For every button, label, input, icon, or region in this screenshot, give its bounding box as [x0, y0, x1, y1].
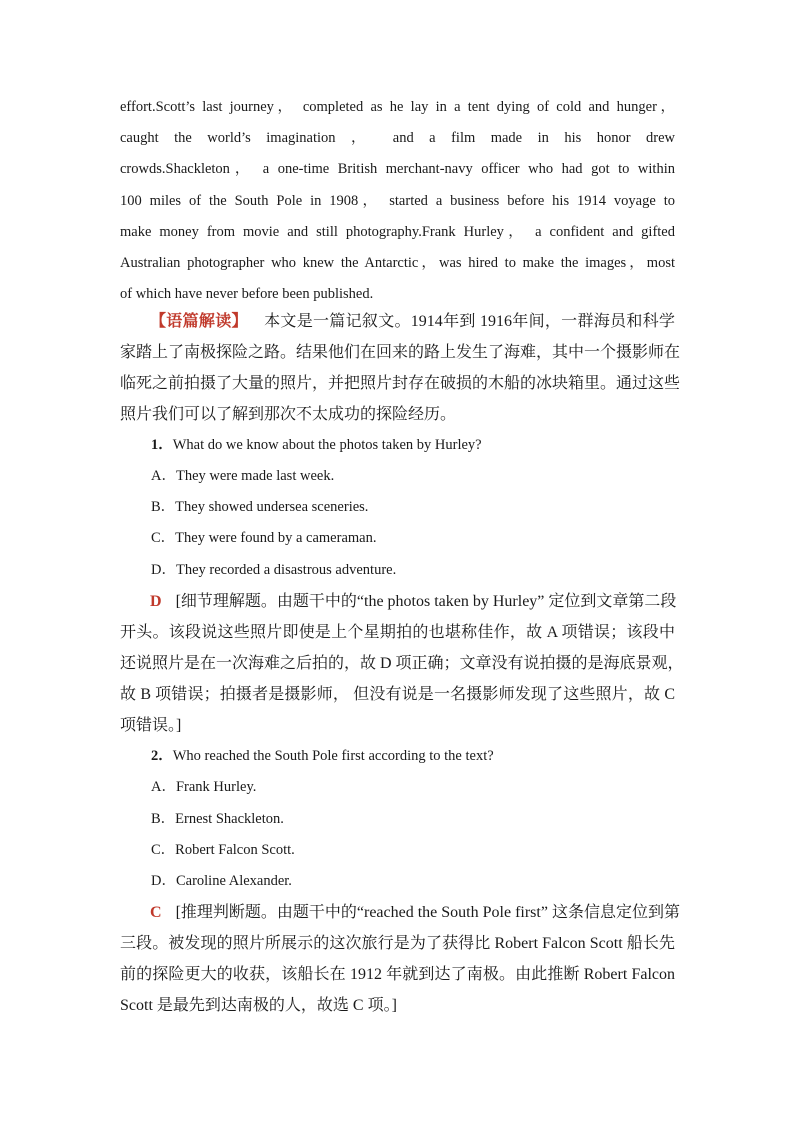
- question-1: [151, 430, 482, 461]
- passage-line: caught the world’s imagination ， and a film made in his honor drew: [120, 130, 675, 147]
- passage-line: Australian photographer who knew the Antarctic，was hired to make the images，most: [120, 254, 675, 271]
- explanation-line: 故 B 项错误；拍摄者是摄影师， 但没有说是一名摄影师发现了这些照片，故 C: [120, 686, 675, 703]
- explanation-line: 项错误。]: [120, 717, 182, 734]
- question-text: Who reached the South Pole first according to the text?: [172, 748, 494, 764]
- option-c: C．They were found by a cameraman.: [151, 530, 377, 546]
- analysis-line: 照片我们可以了解到那次不太成功的探险经历。: [120, 406, 457, 423]
- answer-letter: C: [150, 904, 162, 921]
- passage-line: 100 miles of the South Pole in 1908， started a business before his 1914 voyage to: [120, 192, 675, 209]
- option-d: D．They recorded a disastrous adventure.: [151, 562, 397, 578]
- explanation-text: [细节理解题。由题干中的“the photos taken by Hurley” 定位到文章第二段: [175, 593, 677, 610]
- option-a: A．They were made last week.: [151, 468, 335, 484]
- explanation-first-line: [120, 897, 680, 928]
- option-b: B．They showed undersea sceneries.: [151, 499, 369, 515]
- explanation-line: 三段。被发现的照片所展示的这次旅行是为了获得比 Robert Falcon Scott 船长先: [120, 935, 675, 952]
- passage-line: crowds.Shackleton， a one-time British merchant-navy officer who had got to within: [120, 161, 675, 178]
- question-2: [151, 741, 494, 772]
- explanation-line: 前的探险更大的收获，该船长在 1912 年就到达了南极。由此推断 Robert Falcon: [120, 966, 675, 983]
- question-number: 2．: [151, 748, 173, 764]
- analysis-line: 临死之前拍摄了大量的照片，并把照片封存在破损的木船的冰块箱里。通过这些: [120, 375, 681, 392]
- explanation-text: [推理判断题。由题干中的“reached the South Pole first” 这条信息定位到第: [175, 904, 680, 921]
- passage-paragraph: [120, 92, 675, 310]
- passage-line: make money from movie and still photography.Frank Hurley， a confident and gifted: [120, 223, 675, 240]
- passage-line: of which have never before been published.: [120, 286, 374, 303]
- analysis-section: [120, 306, 681, 430]
- question-text: What do we know about the photos taken by Hurley?: [172, 437, 482, 453]
- explanation-line: 还说照片是在一次海难之后拍的，故 D 项正确；文章没有说拍摄的是海底景观，: [120, 655, 684, 672]
- answer-letter: D: [150, 593, 162, 610]
- option-c: C．Robert Falcon Scott.: [151, 842, 295, 858]
- option-b: B．Ernest Shackleton.: [151, 811, 284, 827]
- analysis-intro-text: 本文是一篇记叙文。1914年到 1916年间，一群海员和科学: [263, 313, 675, 330]
- option-d: D．Caroline Alexander.: [151, 873, 292, 889]
- analysis-line: 家踏上了南极探险之路。结果他们在回来的路上发生了海难，其中一个摄影师在: [120, 344, 681, 361]
- passage-line: effort.Scott’s last journey， completed as he lay in a tent dying of cold and hunger，: [120, 99, 675, 115]
- explanation-1: [120, 586, 684, 741]
- option-a: A．Frank Hurley.: [151, 779, 257, 795]
- explanation-line: Scott 是最先到达南极的人，故选 C 项。]: [120, 997, 397, 1014]
- analysis-label: 【语篇解读】: [150, 313, 248, 330]
- explanation-first-line: [120, 586, 675, 617]
- explanation-2: [120, 897, 680, 1021]
- analysis-first-line: [120, 306, 675, 337]
- question-number: 1．: [151, 437, 173, 453]
- explanation-line: 开头。该段说这些照片即使是上个星期拍的也堪称佳作，故 A 项错误；该段中: [120, 624, 675, 641]
